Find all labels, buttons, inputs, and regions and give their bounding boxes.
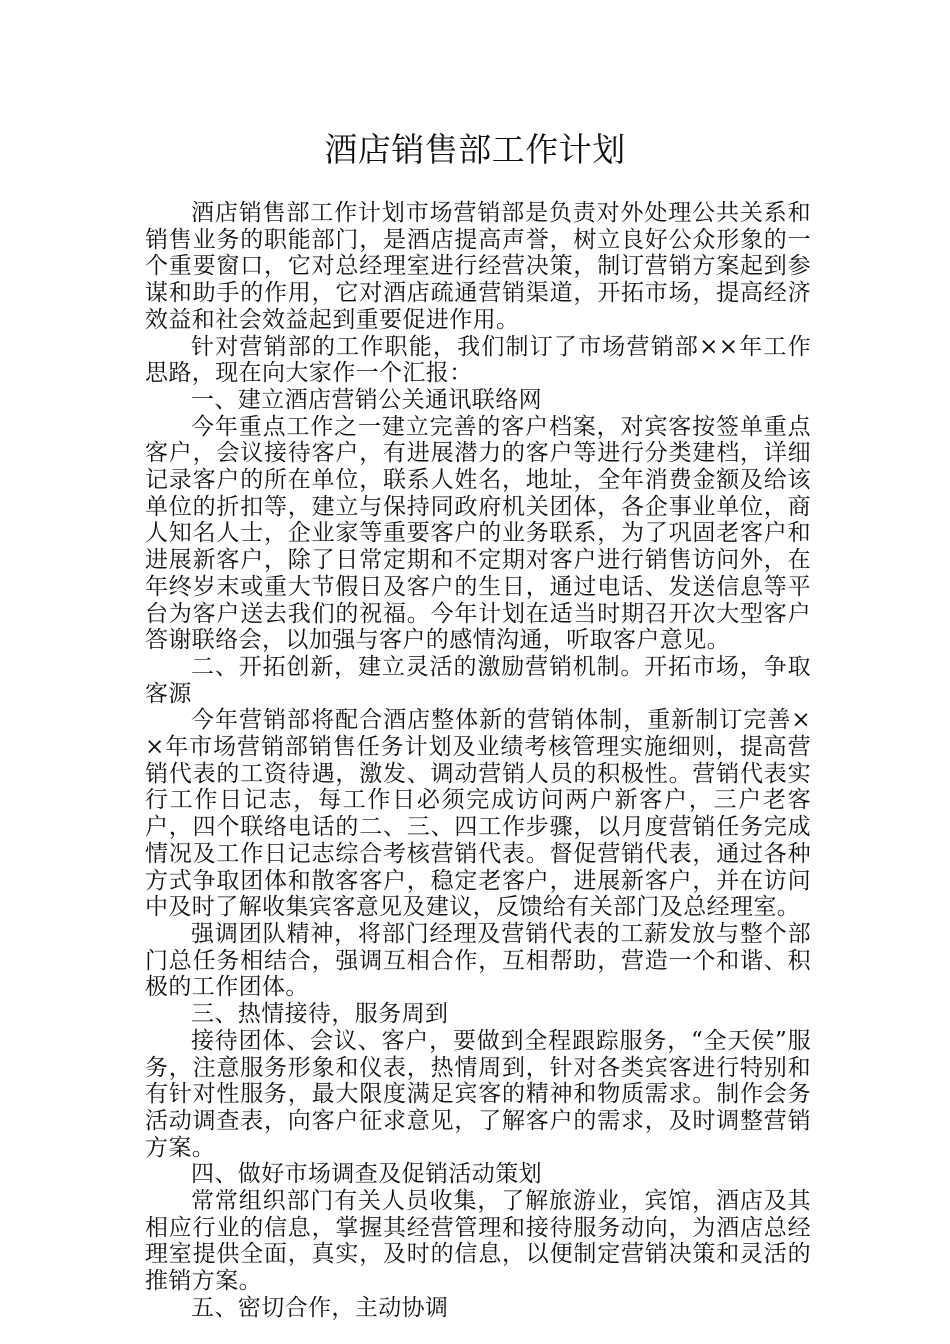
paragraph-section-2b: 强调团队精神，将部门经理及营销代表的工薪发放与整个部门总任务相结合，强调互相合作，互相帮助，营造一个和谐、积极的工作团体。: [145, 920, 811, 1001]
paragraph-section-4: 常常组织部门有关人员收集，了解旅游业，宾馆，酒店及其相应行业的信息，掌握其经营管理和接待服务动向，为酒店总经理室提供全面，真实，及时的信息，以便制定营销决策和灵活的推销方案。: [145, 1188, 811, 1295]
paragraph-section-1: 今年重点工作之一建立完善的客户档案，对宾客按签单重点客户，会议接待客户，有进展潜力的客户等进行分类建档，详细记录客户的所在单位，联系人姓名，地址，全年消费金额及给该单位的折扣等，建立与保持同政府机关团体，各企事业单位，商人知名人士，企业家等重要客户的业务联系，为了巩固老客户和进展新客户，除了日常定期和不定期对客户进行销售访问外，在年终岁末或重大节假日及客户的生日，通过电话、发送信息等平台为客户送去我们的祝福。今年计划在适当时期召开次大型客户答谢联络会，以加强与客户的感情沟通，听取客户意见。: [145, 413, 811, 654]
section-heading-4: 四、做好市场调查及促销活动策划: [191, 1161, 542, 1188]
section-heading-2: 二、开拓创新，建立灵活的激励营销机制。开拓市场，争取客源: [145, 653, 811, 707]
paragraph-summary: 针对营销部的工作职能，我们制订了市场营销部××年工作思路，现在向大家作一个汇报：: [145, 333, 811, 387]
paragraph-section-2a: 今年营销部将配合酒店整体新的营销体制，重新制订完善××年市场营销部销售任务计划及业绩考核管理实施细则，提高营销代表的工资待遇，激发、调动营销人员的积极性。营销代表实行工作日记志，每工作日必须完成访问两户新客户，三户老客户，四个联络电话的二、三、四工作步骤，以月度营销任务完成情况及工作日记志综合考核营销代表。督促营销代表，通过各种方式争取团体和散客客户，稳定老客户，进展新客户，并在访问中及时了解收集宾客意见及建议，反馈给有关部门及总经理室。: [145, 707, 811, 921]
paragraph-intro: 酒店销售部工作计划市场营销部是负责对外处理公共关系和销售业务的职能部门，是酒店提高声誉，树立良好公众形象的一个重要窗口，它对总经理室进行经营决策，制订营销方案起到参谋和助手的作用，它对酒店疏通营销渠道，开拓市场，提高经济效益和社会效益起到重要促进作用。: [145, 200, 811, 333]
document-body: [145, 200, 811, 1322]
section-heading-1: 一、建立酒店营销公关通讯联络网: [191, 386, 542, 413]
document-title: 酒店销售部工作计划: [324, 130, 626, 169]
section-heading-5: 五、密切合作，主动协调: [191, 1294, 449, 1321]
paragraph-section-3: 接待团体、会议、客户，要做到全程跟踪服务，“全天侯”服务，注意服务形象和仪表，热情周到，针对各类宾客进行特别和有针对性服务，最大限度满足宾客的精神和物质需求。制作会务活动调查表，向客户征求意见，了解客户的需求，及时调整营销方案。: [145, 1027, 811, 1161]
section-heading-3: 三、热情接待，服务周到: [191, 1001, 449, 1028]
